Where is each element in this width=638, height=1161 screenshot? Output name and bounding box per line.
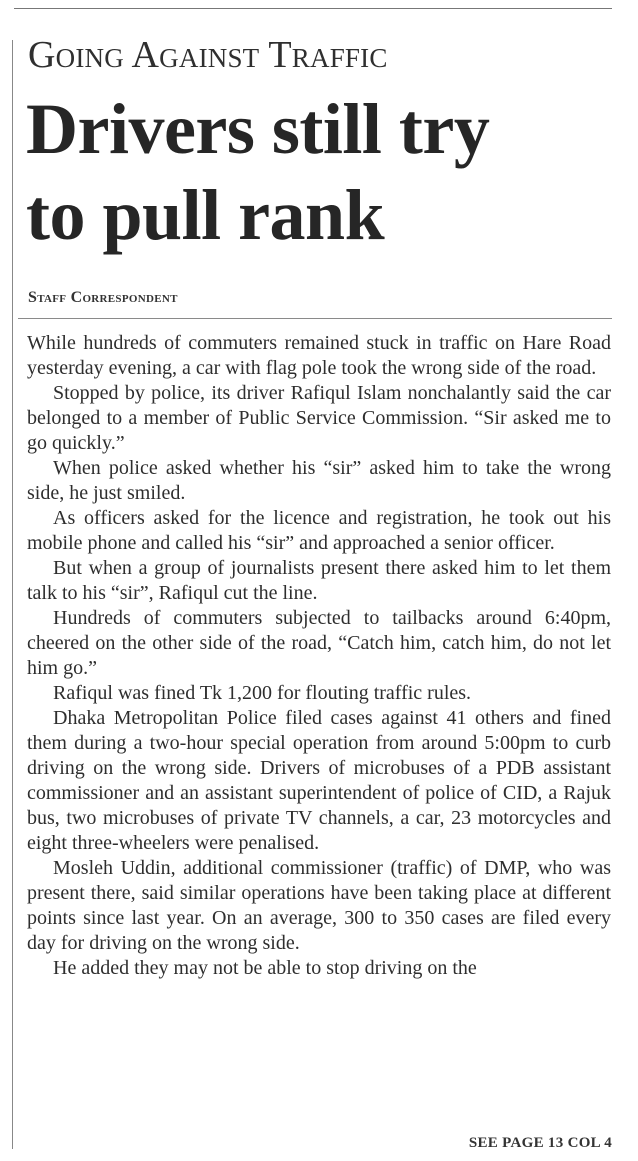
kicker: Going Against Traffic [28, 34, 388, 76]
paragraph: But when a group of journalists present there asked him to let them talk to his “sir”, Rafiqul cut the line. [27, 557, 611, 604]
paragraph: Dhaka Metropolitan Police filed cases against 41 others and fined them during a two-hour special operation from around 5:00pm to curb driving on the wrong side. Drivers of microbuses of a PDB assistant commissioner and an assistant superintendent of police of CID, a Rajuk bus, two microbuses of private TV channels, a car, 23 motorcycles and eight three-wheelers were penalised. [27, 707, 611, 854]
paragraph: He added they may not be able to stop driving on the [53, 957, 477, 979]
article-body [27, 331, 611, 981]
headline-line-1: Drivers still try [26, 89, 490, 169]
headline-line-2: to pull rank [26, 175, 385, 255]
byline: Staff Correspondent [28, 289, 178, 306]
byline-rule [18, 318, 612, 319]
paragraph: Hundreds of commuters subjected to tailbacks around 6:40pm, cheered on the other side of the road, “Catch him, catch him, do not let him go.” [27, 607, 611, 679]
paragraph: As officers asked for the licence and registration, he took out his mobile phone and called his “sir” and approached a senior officer. [27, 507, 611, 554]
headline [26, 86, 626, 258]
continued-on-page-link[interactable]: SEE PAGE 13 COL 4 [468, 1135, 612, 1151]
paragraph: When police asked whether his “sir” asked him to take the wrong side, he just smiled. [27, 457, 611, 504]
column-rule [12, 40, 13, 1149]
paragraph: Rafiqul was fined Tk 1,200 for flouting traffic rules. [53, 682, 472, 704]
paragraph: While hundreds of commuters remained stuck in traffic on Hare Road yesterday evening, a car with flag pole took the wrong side of the road. [27, 332, 611, 379]
top-rule [14, 8, 612, 9]
paragraph: Stopped by police, its driver Rafiqul Islam nonchalantly said the car belonged to a member of Public Service Commission. “Sir asked me to go quickly.” [27, 382, 611, 454]
paragraph: Mosleh Uddin, additional commissioner (traffic) of DMP, who was present there, said similar operations have been taking place at different points since last year. On an average, 300 to 350 cases are filed every day for driving on the wrong side. [27, 857, 611, 954]
